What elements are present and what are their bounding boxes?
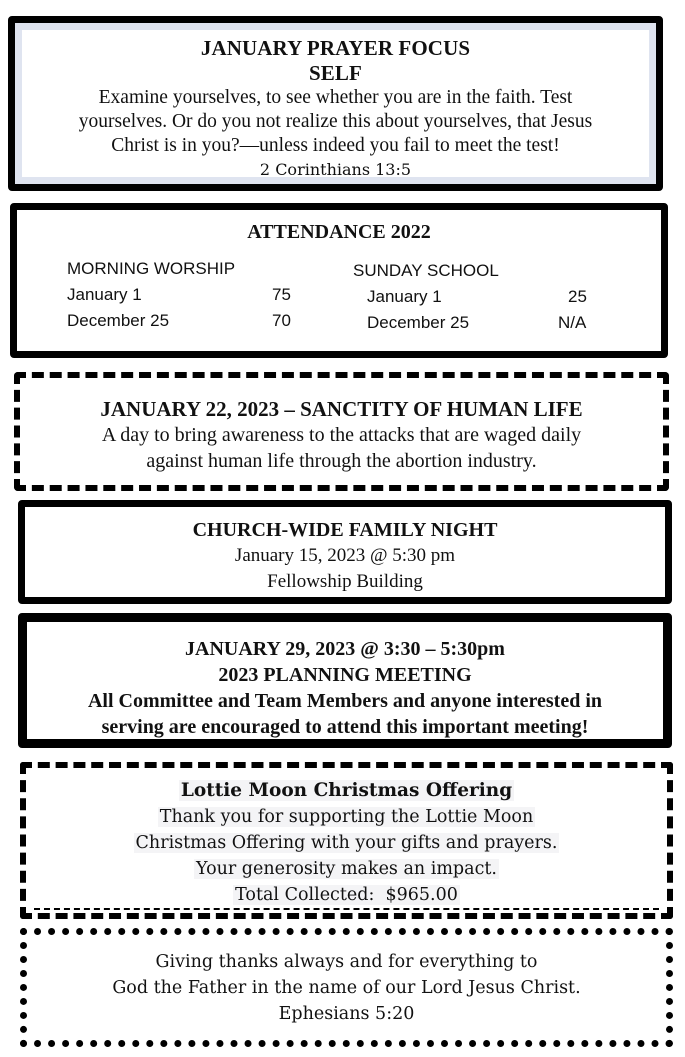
family-night-title: CHURCH-WIDE FAMILY NIGHT — [192, 519, 498, 541]
attendance-row — [67, 282, 307, 308]
prayer-focus-box — [8, 16, 663, 191]
lottie-moon-title — [26, 778, 667, 804]
verse-line: yourselves. Or do you not realize this about yourselves, that Jesus — [78, 111, 593, 132]
planning-meeting-title: 2023 PLANNING MEETING — [218, 664, 472, 686]
attendance-value: 75 — [272, 285, 291, 304]
family-night-box — [18, 500, 672, 604]
sanctity-title: JANUARY 22, 2023 – SANCTITY OF HUMAN LIFE — [100, 397, 583, 421]
total-value: $965.00 — [385, 885, 458, 905]
attendance-date: December 25 — [67, 311, 170, 330]
lottie-moon-line-text: Christmas Offering with your gifts and prayers. — [135, 833, 558, 853]
attendance-box — [10, 203, 668, 358]
planning-meeting-line: serving are encouraged to attend this important meeting! — [101, 716, 589, 738]
lottie-moon-line — [26, 804, 667, 830]
inner-dashed-divider — [34, 908, 659, 910]
attendance-value: N/A — [558, 313, 587, 332]
closing-verse-box — [20, 928, 673, 1047]
sanctity-box — [14, 372, 669, 491]
verse-reference: 2 Corinthians 13:5 — [259, 160, 412, 179]
prayer-focus-subtitle: SELF — [309, 61, 362, 85]
lottie-moon-total — [26, 882, 667, 908]
attendance-date: January 1 — [67, 285, 142, 304]
attendance-date: January 1 — [367, 287, 442, 306]
morning-worship-section — [67, 256, 307, 334]
prayer-focus-inner — [22, 30, 649, 177]
attendance-value: 70 — [272, 311, 291, 330]
sanctity-line: A day to bring awareness to the attacks that are waged daily — [101, 424, 582, 446]
lottie-moon-box — [20, 762, 673, 919]
closing-verse-line: God the Father in the name of our Lord Jesus Christ. — [112, 978, 581, 998]
lottie-moon-line — [26, 856, 667, 882]
family-night-location: Fellowship Building — [267, 571, 423, 592]
attendance-row — [353, 310, 613, 336]
planning-meeting-line: All Committee and Team Members and anyone interested in — [87, 690, 603, 712]
prayer-focus-title: JANUARY PRAYER FOCUS — [200, 36, 471, 60]
attendance-row — [67, 308, 307, 334]
sunday-school-heading: SUNDAY SCHOOL — [353, 261, 499, 280]
verse-line: Christ is in you?—unless indeed you fail to meet the test! — [111, 135, 560, 156]
lottie-moon-title-text: Lottie Moon Christmas Offering — [180, 780, 513, 801]
total-label: Total Collected: — [235, 885, 375, 905]
planning-meeting-datetime: JANUARY 29, 2023 @ 3:30 – 5:30pm — [185, 638, 505, 660]
closing-verse-reference: Ephesians 5:20 — [278, 1004, 415, 1024]
lottie-moon-line — [26, 830, 667, 856]
attendance-value: 25 — [568, 287, 587, 306]
lottie-moon-line-text: Your generosity makes an impact. — [196, 859, 497, 879]
sunday-school-section — [353, 258, 613, 336]
morning-worship-heading: MORNING WORSHIP — [67, 259, 236, 278]
sanctity-line: against human life through the abortion industry. — [146, 450, 537, 472]
lottie-moon-line-text: Thank you for supporting the Lottie Moon — [159, 807, 534, 827]
verse-line: Examine yourselves, to see whether you are in the faith. Test — [98, 87, 573, 108]
closing-verse-line: Giving thanks always and for everything to — [155, 952, 538, 972]
family-night-datetime: January 15, 2023 @ 5:30 pm — [234, 545, 456, 566]
attendance-date: December 25 — [367, 313, 470, 332]
attendance-title: ATTENDANCE 2022 — [247, 221, 431, 243]
attendance-row — [353, 284, 613, 310]
planning-meeting-box — [18, 613, 672, 748]
